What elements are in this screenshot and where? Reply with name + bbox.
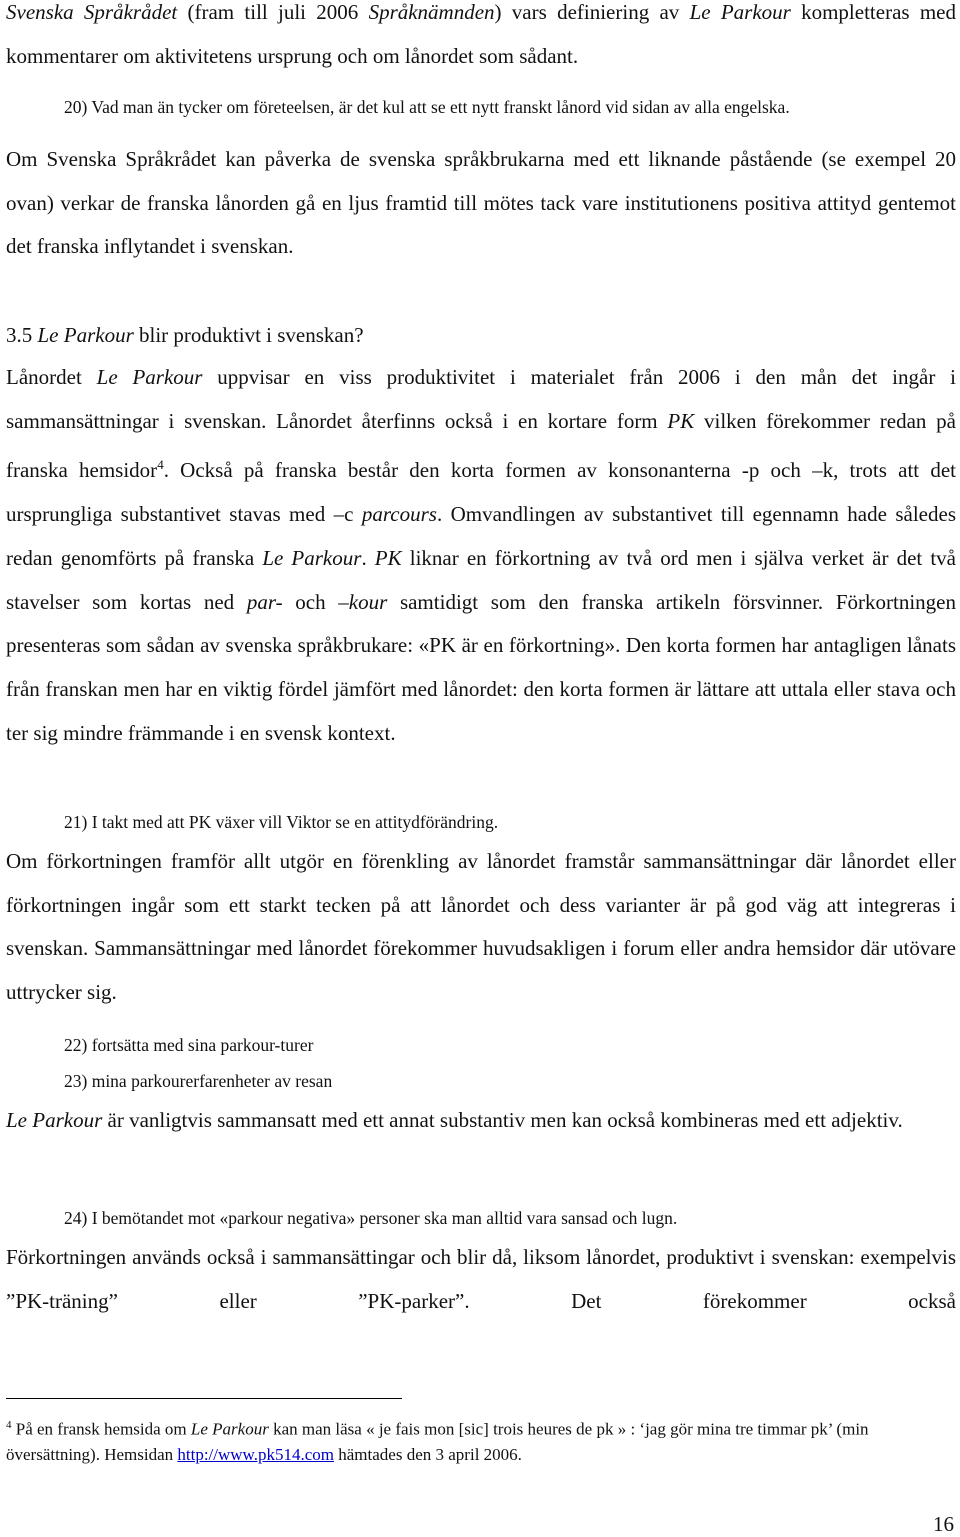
text: Lånordet	[6, 365, 97, 389]
text: vilken förekommer redan på franska hemsidor	[6, 408, 956, 483]
em-text: Le Parkour	[6, 1108, 103, 1132]
text: kan man läsa « je fais mon [sic] trois heures de pk » : ‘jag gör mina tre timmar pk’ (min översättning). Hemsidan	[6, 1419, 869, 1464]
page-number: 16	[933, 1512, 954, 1536]
em-text: Le Parkour	[190, 1419, 269, 1439]
em-text: Språknämnden	[368, 0, 495, 24]
section-heading	[6, 323, 364, 348]
em-text: Le Parkour	[96, 365, 203, 389]
text: . Omvandlingen av substantivet till egennamn hade således redan genomförts på franska	[6, 502, 956, 570]
text: hämtades den 3 april 2006.	[334, 1444, 522, 1464]
paragraph-5: Förkortningen används också i sammansättingar och blir då, liksom lånordet, produktivt i svenskan: exempelvis ”PK-träning” eller ”PK-parker”. Det förekommer också	[6, 1245, 956, 1313]
text: uppvisar en viss produktivitet i materialet från 2006 i den mån det ingår i sammansättningar i svenskan. Lånordet återfinns också i en kortare form	[6, 365, 956, 433]
example-21: 21) I takt med att PK växer vill Viktor se en attitydförändring.	[64, 812, 499, 832]
text: (fram till juli 2006	[177, 0, 369, 24]
example-23: 23) mina parkourerfarenheter av resan	[64, 1071, 333, 1091]
text: samtidigt som den franska artikeln försvinner. Förkortningen presenteras som sådan av svenska språkbrukare: «PK är en förkortning». Den korta formen har antagligen lånats från franskan men har en viktig fördel jämfört med lånordet: den korta formen är lättare att uttala eller stava och ter sig mindre främmande i en svensk kontext.	[6, 589, 956, 745]
footnote-divider	[6, 1398, 402, 1399]
heading-em: Le Parkour	[37, 323, 134, 347]
text: På en fransk hemsida om	[11, 1419, 191, 1439]
text: . Också på franska består den korta formen av konsonanterna -p och –k, trots att det ursprungliga substantivet stavas med –c	[6, 458, 956, 527]
em-text: Svenska Språkrådet	[6, 0, 178, 24]
text: är vanligtvis sammansatt med ett annat substantiv men kan också kombineras med ett adjektiv.	[102, 1108, 903, 1132]
text: och	[282, 589, 339, 614]
example-20: 20) Vad man än tycker om företeelsen, är det kul att se ett nytt franskt lånord vid sidan av alla engelska.	[64, 97, 790, 117]
em-text: par-	[246, 589, 283, 614]
em-text: –kour	[338, 589, 388, 614]
paragraph-3: Om förkortningen framför allt utgör en förenkling av lånordet framstår sammansättningar där lånordet eller förkortningen ingår som ett starkt tecken på att lånordet och dess varianter är på god väg att integreras i svenskan. Sammansättningar med lånordet förekommer huvudsakligen i forum eller andra hemsidor där utövare uttrycker sig.	[6, 849, 956, 1005]
em-text: Le Parkour	[689, 0, 791, 24]
text: ) vars definiering av	[494, 0, 690, 24]
footnote-number: 4	[6, 1419, 12, 1431]
text: .	[361, 545, 375, 570]
example-24: 24) I bemötandet mot «parkour negativa» personer ska man alltid vara sansad och lugn.	[64, 1208, 678, 1228]
paragraph-1: Om Svenska Språkrådet kan påverka de svenska språkbrukarna med ett liknande påstående (se exempel 20 ovan) verkar de franska lånorden gå en ljus framtid till mötes tack vare institutionens positiva attityd gentemot det franska inflytandet i svenskan.	[6, 147, 956, 259]
footnote	[6, 1413, 946, 1467]
em-text: PK	[374, 545, 402, 570]
footnote-ref[interactable]: 4	[157, 457, 164, 473]
em-text: PK	[667, 408, 695, 433]
heading-number: 3.5	[6, 323, 38, 347]
paragraph-intro	[6, 0, 956, 78]
example-22: 22) fortsätta med sina parkour-turer	[64, 1035, 314, 1055]
em-text: Le Parkour	[262, 545, 362, 570]
em-text: parcours	[361, 502, 437, 527]
paragraph-4	[6, 1099, 956, 1143]
text: liknar en förkortning av två ord men i själva verket är det två stavelser som kortas ned	[6, 545, 956, 614]
heading-text: blir produktivt i svenskan?	[133, 323, 364, 347]
text: kompletteras med kommentarer om aktivitetens ursprung och om lånordet som sådant.	[6, 0, 956, 68]
website-link[interactable]: http://www.pk514.com	[177, 1444, 335, 1464]
paragraph-2	[6, 356, 956, 755]
